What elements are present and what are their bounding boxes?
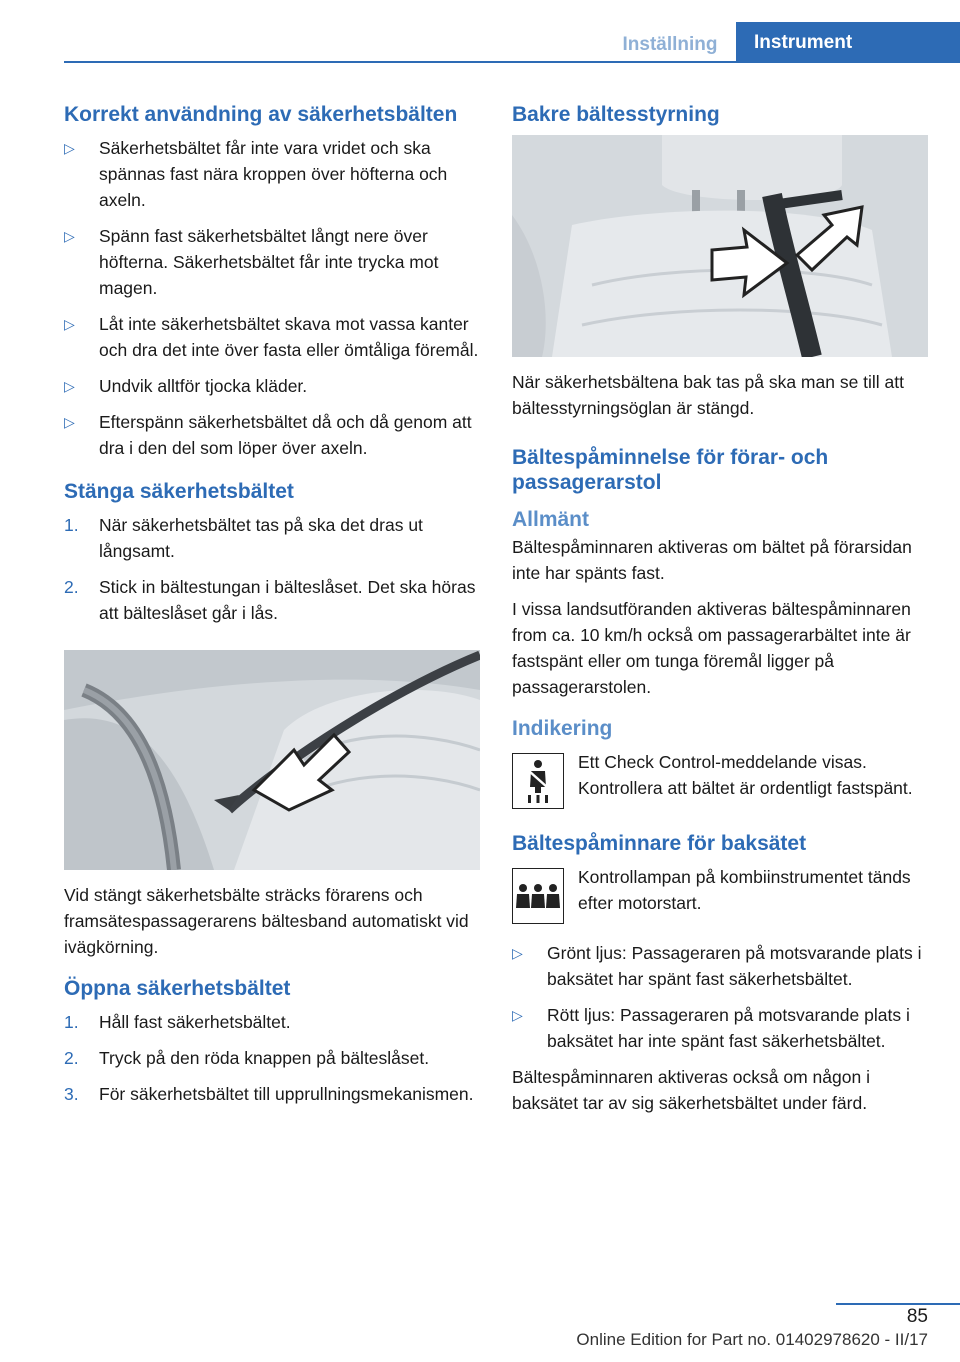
right-column (512, 102, 928, 1126)
triangle-bullet-icon: ▷ (512, 1007, 523, 1023)
triangle-bullet-icon: ▷ (64, 140, 75, 156)
section-title-rear-belt-guide: Bakre bältesstyrning (512, 103, 720, 126)
indication-text: Ett Check Control-meddelande visas. Kontrollera att bältet är ordentligt fastspänt. (578, 752, 913, 798)
section-title-open-belt: Öppna säkerhetsbältet (64, 977, 291, 1000)
subsection-title-general: Allmänt (512, 508, 590, 531)
triangle-bullet-icon: ▷ (64, 228, 75, 244)
header-rule (64, 61, 960, 63)
section-title-close-belt: Stänga säkerhetsbältet (64, 480, 294, 503)
header-tab-instrument[interactable]: Instrument (736, 22, 960, 63)
footer-rule (836, 1303, 960, 1305)
header-tab-installning[interactable]: Inställning (622, 34, 718, 55)
triangle-bullet-icon: ▷ (64, 316, 75, 332)
open-belt-steps (64, 1009, 482, 1107)
general-paragraph-2: I vissa landsutföranden aktiveras bältespåminnaren from ca. 10 km/h också om passagerarbältet inte är fastspänt eller om tunga föremål ligger på passagerarstolen. (512, 599, 911, 697)
section-title-belt-reminder: Bältespåminnelse för förar- och passagerarstol (512, 446, 829, 494)
photo-caption-rear: När säkerhetsbältena bak tas på ska man se till att bältesstyrningsöglan är stängd. (512, 372, 905, 418)
rear-reminder-list (512, 940, 928, 1054)
triangle-bullet-icon: ▷ (64, 378, 75, 394)
triangle-bullet-icon: ▷ (64, 414, 75, 430)
close-belt-steps (64, 512, 482, 626)
rear-reminder-paragraph: Bältespåminnaren aktiveras också om någon i baksätet tar av sig säkerhetsbältet under färd. (512, 1067, 870, 1113)
list-item: ▷ Låt inte säkerhetsbältet skava mot vassa kanter och dra det inte över fasta eller ömtåliga föremål. (64, 311, 482, 363)
rear-indication-block (512, 864, 928, 924)
list-item: ▷ Rött ljus: Passageraren på motsvarande plats i baksätet har inte spänt fast säkerhetsbältet. (512, 1002, 928, 1054)
section-title-correct-use: Korrekt användning av säkerhetsbälten (64, 103, 458, 126)
seat-belt-buckle-photo (64, 650, 480, 870)
footer-edition: Online Edition for Part no. 01402978620 - II/17 (576, 1330, 928, 1349)
subsection-title-indication: Indikering (512, 717, 613, 740)
section-title-rear-reminder: Bältespåminnare för baksätet (512, 832, 807, 855)
rear-belt-guide-photo (512, 135, 928, 357)
list-item: 2. Stick in bältestungan i bälteslåset. Det ska höras att bälteslåset går i lås. (64, 577, 476, 623)
indication-block (512, 749, 928, 809)
seatbelt-warning-icon (512, 753, 564, 809)
left-column (64, 102, 482, 1117)
photo-caption-close: Vid stängt säkerhetsbälte sträcks förarens och framsätespassagerarens bältesband automatiskt vid ivägkörning. (64, 885, 469, 957)
correct-use-list (64, 135, 482, 461)
list-item: ▷ Undvik alltför tjocka kläder. (64, 373, 482, 399)
rear-seat-occupants-icon (512, 868, 564, 924)
list-item: 3. För säkerhetsbältet till upprullningsmekanismen. (64, 1084, 474, 1104)
list-item: ▷ Grönt ljus: Passageraren på motsvarande plats i baksätet har spänt fast säkerhetsbältet. (512, 940, 928, 992)
list-item: ▷ Efterspänn säkerhetsbältet då och då genom att dra i den del som löper över axeln. (64, 409, 482, 461)
list-item: 1. När säkerhetsbältet tas på ska det dras ut långsamt. (64, 515, 423, 561)
list-item: 2. Tryck på den röda knappen på bälteslåset. (64, 1048, 430, 1068)
list-item: 1. Håll fast säkerhetsbältet. (64, 1012, 291, 1032)
list-item: ▷ Spänn fast säkerhetsbältet långt nere över höfterna. Säkerhetsbältet får inte trycka mot magen. (64, 223, 482, 301)
triangle-bullet-icon: ▷ (512, 945, 523, 961)
rear-indication-text: Kontrollampan på kombiinstrumentet tänds efter motorstart. (578, 867, 911, 913)
general-paragraph-1: Bältespåminnaren aktiveras om bältet på förarsidan inte har spänts fast. (512, 537, 912, 583)
list-item: ▷ Säkerhetsbältet får inte vara vridet och ska spännas fast nära kroppen över höfterna och axeln. (64, 135, 482, 213)
page-number: 85 (906, 1306, 928, 1327)
